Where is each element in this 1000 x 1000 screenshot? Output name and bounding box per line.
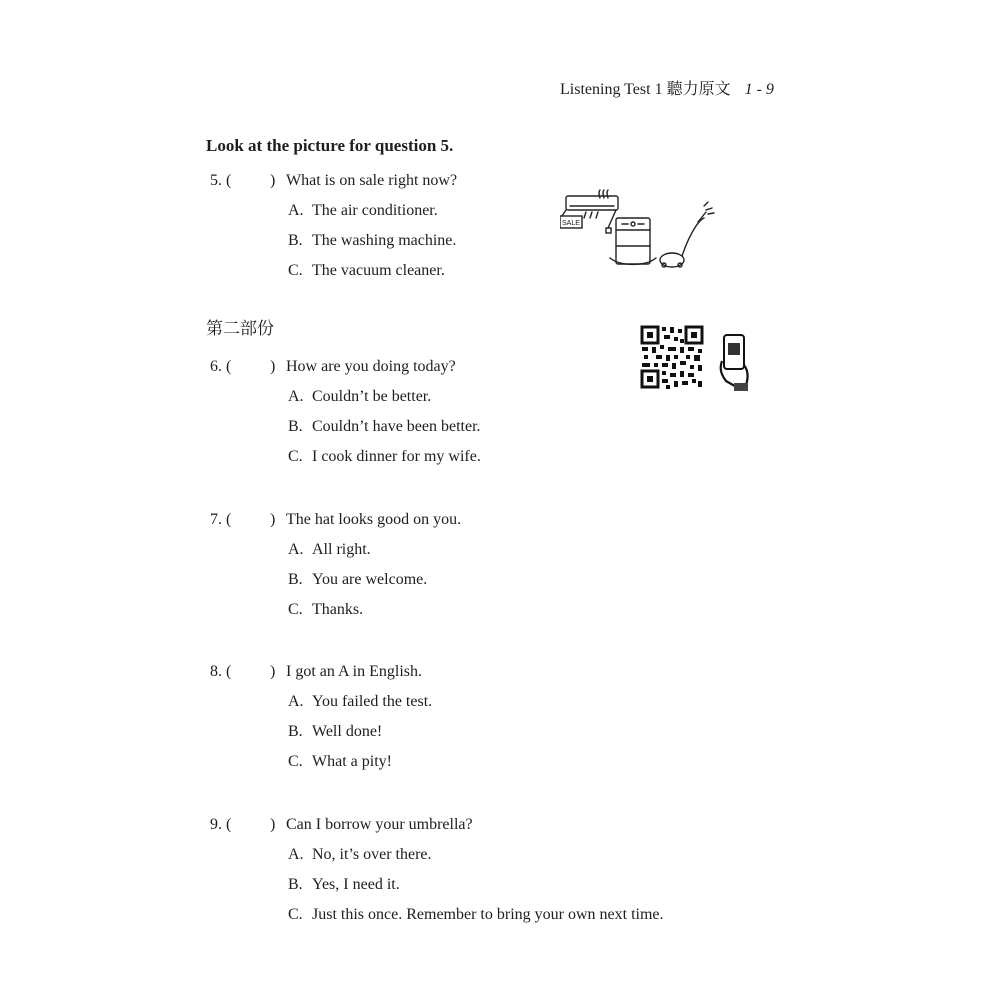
question-number: 5. (	[210, 172, 232, 189]
option-b: B. Yes, I need it.	[288, 876, 400, 893]
part-title: 第二部份	[206, 319, 274, 338]
answer-blank: )	[270, 172, 276, 189]
washing-machine-icon	[610, 218, 656, 264]
question-7	[210, 511, 462, 631]
answer-blank: )	[270, 663, 276, 680]
option-b: B. Well done!	[288, 723, 383, 740]
header-title: Listening Test 1 聽力原文	[560, 81, 731, 98]
option-a: A. You failed the test.	[288, 693, 433, 710]
question-number: 6. (	[210, 358, 232, 375]
option-c: C. Just this once. Remember to bring your own next time.	[288, 906, 664, 923]
option-c: C. I cook dinner for my wife.	[288, 448, 481, 465]
page-number: 1 - 9	[744, 81, 774, 98]
option-c: C. What a pity!	[288, 753, 392, 770]
question-number: 7. (	[210, 511, 232, 528]
option-c: C. Thanks.	[288, 601, 364, 618]
appliances-illustration	[560, 188, 725, 278]
option-b: B. You are welcome.	[288, 571, 428, 588]
qr-code-icon	[640, 325, 755, 393]
question-5	[210, 172, 456, 292]
answer-blank: )	[270, 358, 276, 375]
question-text: How are you doing today?	[286, 358, 456, 375]
question-text: What is on sale right now?	[286, 172, 458, 189]
vacuum-cleaner-icon	[660, 202, 714, 267]
question-text: The hat looks good on you.	[286, 511, 462, 528]
answer-blank: )	[270, 816, 276, 833]
question-number: 9. (	[210, 816, 232, 833]
option-a: A. Couldn’t be better.	[288, 388, 432, 405]
option-b: B. Couldn’t have been better.	[288, 418, 481, 435]
option-b: B. The washing machine.	[288, 232, 457, 249]
question-text: Can I borrow your umbrella?	[286, 816, 473, 833]
option-a: A. All right.	[288, 541, 371, 558]
answer-blank: )	[270, 511, 276, 528]
question-6	[210, 358, 481, 478]
section-title: Look at the picture for question 5.	[206, 136, 454, 155]
question-text: I got an A in English.	[286, 663, 422, 680]
sale-tag-text: SALE	[562, 220, 580, 227]
option-a: A. The air conditioner.	[288, 202, 438, 219]
option-c: C. The vacuum cleaner.	[288, 262, 445, 279]
question-8	[210, 663, 432, 783]
air-conditioner-icon	[566, 196, 618, 210]
question-9	[210, 816, 664, 936]
phone-icon	[721, 335, 748, 391]
question-number: 8. (	[210, 663, 232, 680]
option-a: A. No, it’s over there.	[288, 846, 432, 863]
page-header	[560, 76, 774, 99]
